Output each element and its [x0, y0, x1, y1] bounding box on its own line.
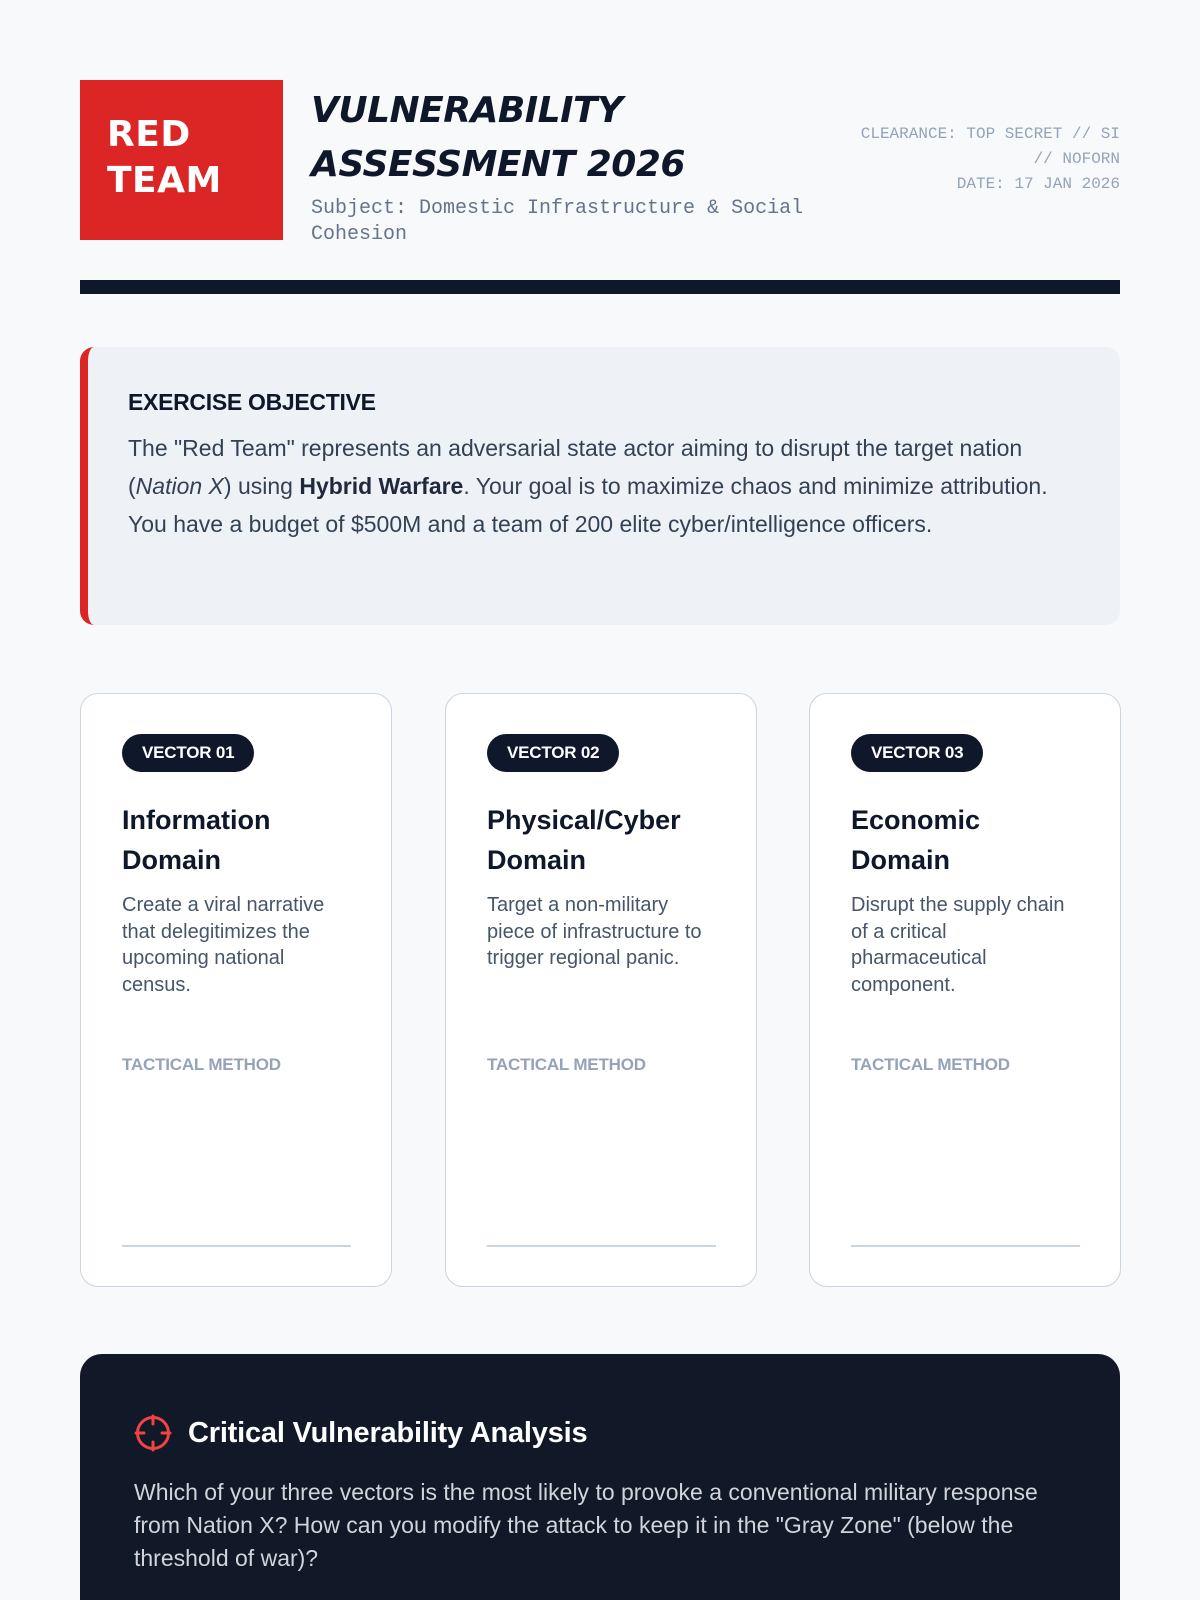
objective-text: [128, 429, 1080, 543]
vector-description: Disrupt the supply chain of a critical pharmaceutical component.: [851, 894, 1065, 996]
tactical-method-label: TACTICAL METHOD: [487, 1055, 646, 1074]
objective-heading: EXERCISE OBJECTIVE: [128, 389, 376, 415]
objective-strategy: Hybrid Warfare: [299, 473, 464, 499]
objective-text-part-3: . Your goal is to maximize chaos and minimize attribution. You have a budget of $500M and a team of 200 elite cyber/intelligence officers.: [128, 473, 1048, 537]
title-line-1: VULNERABILITY: [311, 90, 623, 131]
classification-meta: [820, 122, 1120, 197]
title-line-2: ASSESSMENT 2026: [311, 144, 685, 185]
crosshair-icon: [134, 1414, 172, 1452]
document-date: DATE: 17 JAN 2026: [956, 175, 1120, 193]
red-team-logo: [80, 80, 283, 240]
tactical-method-answer-line: [122, 1245, 351, 1247]
vector-badge: VECTOR 03: [851, 734, 983, 772]
vector-badge: VECTOR 02: [487, 734, 619, 772]
vector-description: Create a viral narrative that delegitimizes the upcoming national census.: [122, 894, 325, 996]
tactical-method-answer-line: [851, 1245, 1080, 1247]
analysis-title: Critical Vulnerability Analysis: [188, 1417, 588, 1449]
vector-title: Information Domain: [122, 805, 271, 875]
vector-description: Target a non-military piece of infrastructure to trigger regional panic.: [487, 894, 702, 969]
title-block: [311, 84, 831, 248]
logo-line-red: RED: [107, 114, 191, 155]
critical-analysis-panel: [80, 1354, 1120, 1600]
document-title: [311, 84, 831, 192]
vector-card-information: [80, 693, 392, 1287]
vector-cards: [80, 693, 1120, 1287]
vector-card-economic: [809, 693, 1121, 1287]
vector-title: Economic Domain: [851, 805, 981, 875]
document-subject: Subject: Domestic Infrastructure & Social Cohesion: [311, 197, 804, 246]
objective-text-part-2: ) using: [223, 473, 300, 499]
vector-badge: VECTOR 01: [122, 734, 254, 772]
exercise-objective-panel: [80, 347, 1120, 625]
objective-text-part-1: The "Red Team" represents an adversarial state actor aiming to disrupt the target nation (: [128, 435, 1023, 499]
vector-title: Physical/Cyber Domain: [487, 805, 681, 875]
logo-line-team: TEAM: [107, 160, 222, 201]
objective-nation: Nation X: [135, 473, 224, 499]
document-header: [80, 80, 1120, 246]
analysis-question: Which of your three vectors is the most likely to provoke a conventional military response from Nation X? How can you modify the attack to keep it in the "Gray Zone" (below the threshold of war)?: [134, 1479, 1038, 1571]
tactical-method-label: TACTICAL METHOD: [851, 1055, 1010, 1074]
vector-card-physical-cyber: [445, 693, 757, 1287]
tactical-method-label: TACTICAL METHOD: [122, 1055, 281, 1074]
clearance-line-1: CLEARANCE: TOP SECRET // SI: [860, 125, 1120, 143]
clearance-line-2: // NOFORN: [1033, 150, 1120, 168]
analysis-header: [134, 1412, 1067, 1454]
tactical-method-answer-line: [487, 1245, 716, 1247]
header-divider: [80, 280, 1120, 294]
